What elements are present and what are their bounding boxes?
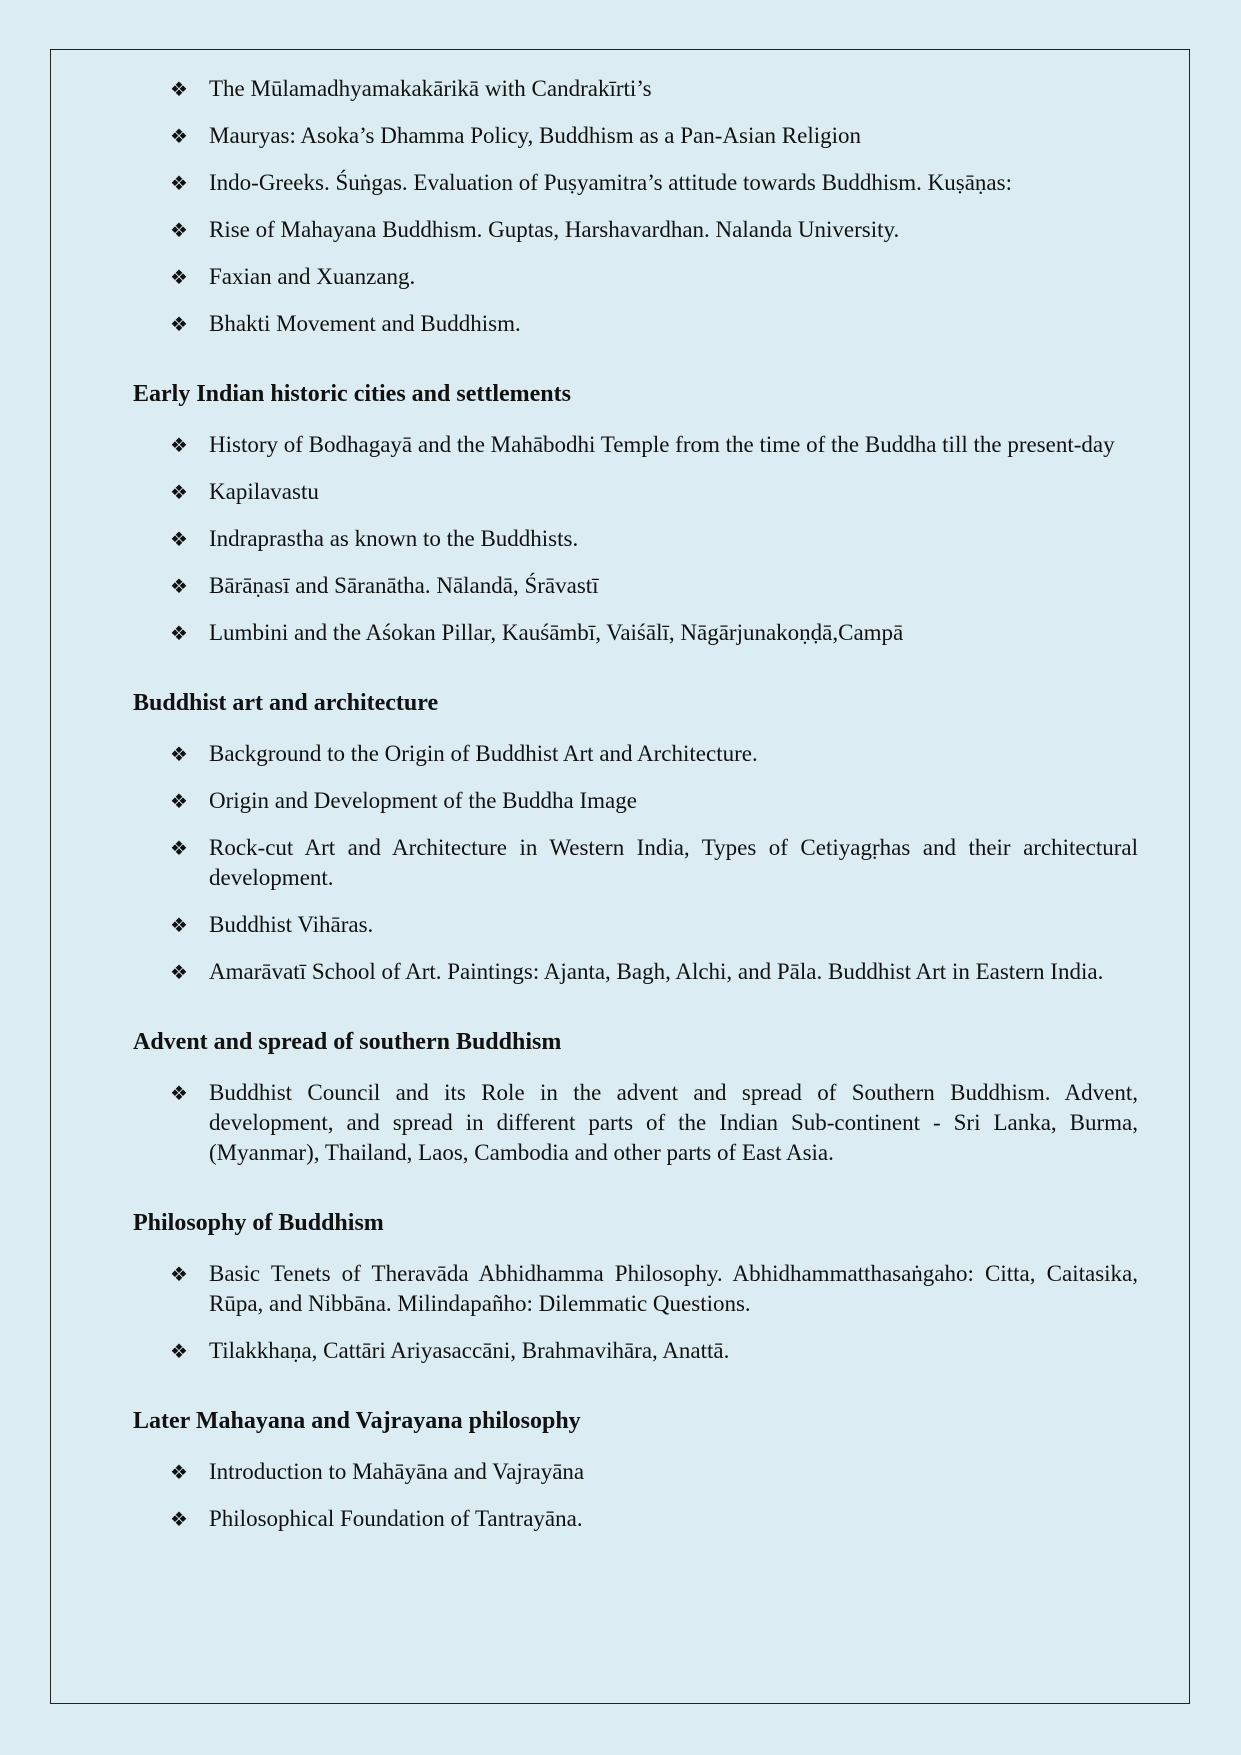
bullet-list-philosophy (133, 1259, 1138, 1366)
list-item: ❖ Rise of Mahayana Buddhism. Guptas, Harshavardhan. Nalanda University. (133, 215, 1138, 245)
list-item: ❖ Buddhist Vihāras. (133, 910, 1138, 940)
section-heading: Buddhist art and architecture (133, 690, 439, 716)
diamond-bullet-icon: ❖ (170, 171, 188, 195)
diamond-bullet-icon: ❖ (170, 913, 188, 937)
diamond-bullet-icon: ❖ (170, 1339, 188, 1363)
list-item: ❖ Faxian and Xuanzang. (133, 262, 1138, 292)
list-item: ❖ Amarāvatī School of Art. Paintings: Ajanta, Bagh, Alchi, and Pāla. Buddhist Art in Eastern India. (133, 957, 1138, 987)
bullet-list-southern (133, 1078, 1138, 1168)
list-item: ❖ Lumbini and the Aśokan Pillar, Kauśāmbī, Vaiśālī, Nāgārjunakoṇḍā,Campā (133, 618, 1138, 648)
list-item: ❖ Philosophical Foundation of Tantrayāna. (133, 1504, 1138, 1534)
bullet-list-art (133, 739, 1138, 987)
document-content (133, 74, 1138, 1551)
list-item: ❖ Mauryas: Asoka’s Dhamma Policy, Buddhism as a Pan-Asian Religion (133, 121, 1138, 151)
section-heading: Early Indian historic cities and settlements (133, 381, 571, 407)
bullet-list-intro (133, 74, 1138, 339)
diamond-bullet-icon: ❖ (170, 1460, 188, 1484)
list-item: ❖ The Mūlamadhyamakakārikā with Candrakīrti’s (133, 74, 1138, 104)
diamond-bullet-icon: ❖ (170, 621, 188, 645)
list-item: ❖ Introduction to Mahāyāna and Vajrayāna (133, 1457, 1138, 1487)
list-item: ❖ Rock-cut Art and Architecture in Western India, Types of Cetiyagṛhas and their architectural development. (170, 835, 1138, 890)
diamond-bullet-icon: ❖ (170, 218, 188, 242)
list-item: ❖ Tilakkhaṇa, Cattāri Ariyasaccāni, Brahmavihāra, Anattā. (133, 1336, 1138, 1366)
section-heading: Advent and spread of southern Buddhism (133, 1029, 562, 1055)
bullet-list-cities (133, 430, 1138, 648)
diamond-bullet-icon: ❖ (170, 312, 188, 336)
diamond-bullet-icon: ❖ (170, 433, 188, 457)
diamond-bullet-icon: ❖ (170, 574, 188, 598)
diamond-bullet-icon: ❖ (170, 480, 188, 504)
section-heading: Later Mahayana and Vajrayana philosophy (133, 1408, 581, 1434)
diamond-bullet-icon: ❖ (170, 836, 188, 860)
list-item: ❖ Basic Tenets of Theravāda Abhidhamma Philosophy. Abhidhammatthasaṅgaho: Citta, Caitasika, Rūpa, and Nibbāna. Milindapañho: Dilemmatic Questions. (170, 1261, 1138, 1316)
diamond-bullet-icon: ❖ (170, 527, 188, 551)
diamond-bullet-icon: ❖ (170, 124, 188, 148)
list-item: ❖ Buddhist Council and its Role in the advent and spread of Southern Buddhism. Advent, development, and spread in different parts of the Indian Sub-continent - Sri Lanka, Burma, (Myanmar), Thailand, Laos, Cambodia and other parts of East Asia. (170, 1080, 1138, 1165)
diamond-bullet-icon: ❖ (170, 1507, 188, 1531)
bullet-list-later-mahayana (133, 1457, 1138, 1534)
list-item: ❖ Kapilavastu (133, 477, 1138, 507)
diamond-bullet-icon: ❖ (170, 1262, 188, 1286)
diamond-bullet-icon: ❖ (170, 789, 188, 813)
list-item: ❖ History of Bodhagayā and the Mahābodhi Temple from the time of the Buddha till the present-day (133, 430, 1138, 460)
diamond-bullet-icon: ❖ (170, 742, 188, 766)
list-item: ❖ Bārāṇasī and Sāranātha. Nālandā, Śrāvastī (133, 571, 1138, 601)
diamond-bullet-icon: ❖ (170, 77, 188, 101)
section-heading: Philosophy of Buddhism (133, 1210, 384, 1236)
list-item: ❖ Indo-Greeks. Śuṅgas. Evaluation of Puṣyamitra’s attitude towards Buddhism. Kuṣāṇas: (133, 168, 1138, 198)
diamond-bullet-icon: ❖ (170, 265, 188, 289)
diamond-bullet-icon: ❖ (170, 960, 188, 984)
list-item: ❖ Indraprastha as known to the Buddhists. (133, 524, 1138, 554)
list-item: ❖ Bhakti Movement and Buddhism. (133, 309, 1138, 339)
list-item: ❖ Origin and Development of the Buddha Image (133, 786, 1138, 816)
diamond-bullet-icon: ❖ (170, 1081, 188, 1105)
list-item: ❖ Background to the Origin of Buddhist Art and Architecture. (133, 739, 1138, 769)
